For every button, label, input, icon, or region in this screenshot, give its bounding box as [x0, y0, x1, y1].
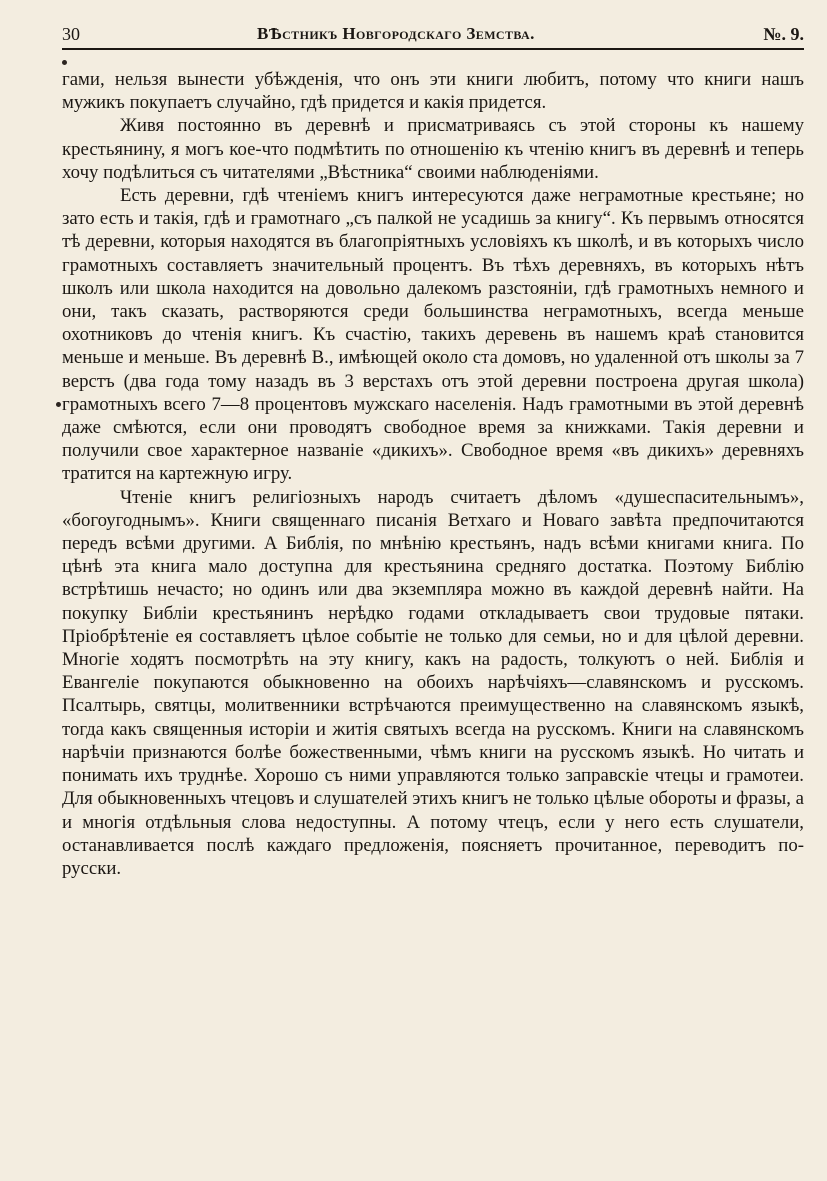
paragraph-1: гами, нельзя вынести убѣжденія, что онъ эти книги любитъ, потому что книги нашъ мужикъ покупаетъ случайно, гдѣ придется и какія придется. — [62, 69, 804, 114]
journal-title: ВѢстникъ Новгородскаго Земства. — [257, 24, 535, 43]
paragraph-2: Живя постоянно въ деревнѣ и присматриваясь съ этой стороны къ нашему крестьянину, я могъ кое-что подмѣтить по отношенію къ чтенію книгъ въ деревнѣ и теперь хочу подѣлиться съ читателями „Вѣстника“ своими наблюденіями. — [62, 115, 804, 183]
page-number: 30 — [62, 24, 80, 44]
ink-dot — [62, 60, 67, 65]
paragraph-3: Есть деревни, гдѣ чтеніемъ книгъ интересуются даже неграмотные крестьяне; но зато есть и такія, гдѣ и грамотнаго „съ палкой не усадишь за книгу“. Къ первымъ относятся тѣ деревни, которыя находятся въ благопріятныхъ условіяхъ къ школѣ, и въ которыхъ число грамотныхъ составляетъ значительный процентъ. Въ тѣхъ деревняхъ, въ которыхъ нѣтъ школъ или школа находится на довольно далекомъ разстояніи, гдѣ грамотныхъ немного и они, такъ сказать, растворяются среди большинства неграмотныхъ, всегда меньше охотниковъ до чтенія книгъ. Къ счастію, такихъ деревень въ нашемъ краѣ становится меньше и меньше. Въ деревнѣ В., имѣющей около ста домовъ, но удаленной отъ школы за 7 верстъ (два года тому назадъ въ 3 верстахъ отъ этой деревни построена другая школа) грамотныхъ всего 7—8 процентовъ мужскаго населенія. Надъ грамотными въ этой деревнѣ даже смѣются, если они проводятъ свободное время за книжками. Такія деревни и получили свое характерное названіе «дикихъ». Свободное время «въ дикихъ» деревняхъ тратится на картежную игру. — [62, 185, 804, 485]
article-body — [62, 50, 804, 880]
issue-number: №. 9. — [763, 24, 804, 44]
paragraph-4: Чтеніе книгъ религіозныхъ народъ считаетъ дѣломъ «душеспасительнымъ», «богоугоднымъ». Книги священнаго писанія Ветхаго и Новаго завѣта предпочитаются передъ всѣми другими. А Библія, по мнѣнію крестьянъ, надъ всѣми книгами книга. По цѣнѣ эта книга мало доступна для крестьянина средняго достатка. Поэтому Библію встрѣтишь нечасто; но одинъ или два экземпляра можно въ каждой деревнѣ найти. На покупку Библіи крестьянинъ нерѣдко годами откладываетъ свои трудовые пятаки. Пріобрѣтеніе ея составляетъ цѣлое событіе не только для семьи, но и для цѣлой деревни. Многіе ходятъ посмотрѣть на эту книгу, какъ на радость, толкуютъ о ней. Библія и Евангеліе покупаются обыкновенно на обоихъ нарѣчіяхъ—славянскомъ и русскомъ. Псалтырь, святцы, молитвенники встрѣчаются преимущественно на славянскомъ языкѣ, тогда какъ священныя исторіи и житія святыхъ всегда на русскомъ. Книги на славянскомъ нарѣчіи признаются болѣе божественными, чѣмъ книги на русскомъ языкѣ. Но читать и понимать ихъ труднѣе. Хорошо съ ними управляются только заправскіе чтецы и грамотеи. Для обыкновенныхъ чтецовъ и слушателей этихъ книгъ не только цѣлые обороты и фразы, а и многія отдѣльныя слова недоступны. А потому чтецъ, если у него есть слушатели, останавливается послѣ каждаго предложенія, поясняетъ прочитанное, переводитъ по-русски. — [62, 486, 804, 879]
ink-dot — [56, 402, 61, 407]
running-header — [62, 20, 804, 50]
